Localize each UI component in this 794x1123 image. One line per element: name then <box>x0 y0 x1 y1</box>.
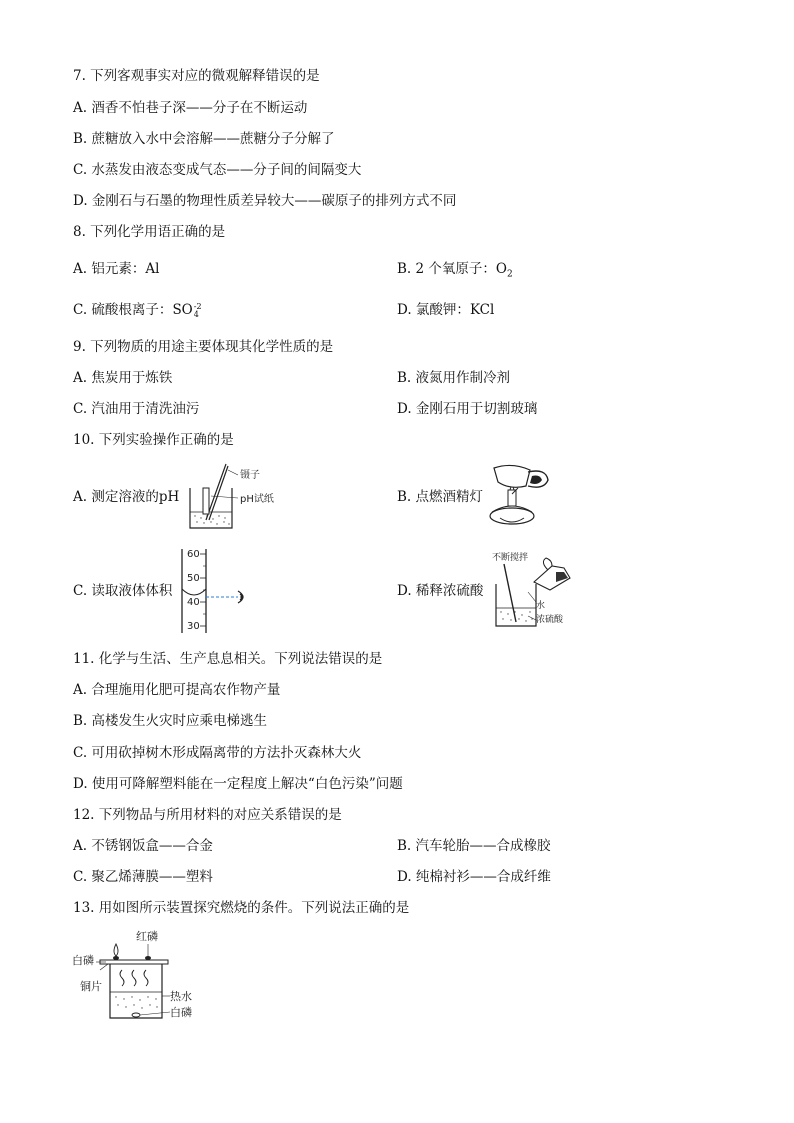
q9-option-a[interactable]: A. 焦炭用于炼铁 <box>73 370 173 386</box>
ph-paper-label: pH试纸 <box>240 494 274 505</box>
q11-option-c[interactable]: C. 可用砍掉树木形成隔离带的方法扑灭森林大火 <box>73 745 362 761</box>
q8-option-a-value: Al <box>145 261 160 277</box>
tweezers-label: 镊子 <box>240 470 260 481</box>
q10-option-c[interactable]: C. 读取液体体积 <box>73 583 173 599</box>
graduated-cylinder-drawing <box>172 545 258 635</box>
hot-water-label: 热水 <box>170 990 192 1003</box>
combustion-apparatus-figure <box>70 926 210 1026</box>
q8-option-b[interactable] <box>397 260 513 284</box>
combustion-apparatus-drawing <box>70 926 210 1026</box>
q8-option-b-subscript: 2 <box>506 269 513 280</box>
ph-test-drawing <box>186 462 286 532</box>
tick-50: 50 <box>187 573 200 584</box>
q12-option-a[interactable]: A. 不锈钢饭盒——合金 <box>73 838 213 854</box>
red-phosphorus-label: 红磷 <box>136 930 158 943</box>
graduated-cylinder-figure <box>172 545 258 635</box>
q9-option-c[interactable]: C. 汽油用于清洗油污 <box>73 401 200 417</box>
tick-60: 60 <box>187 549 200 560</box>
q10-option-a[interactable]: A. 测定溶液的pH <box>73 489 180 505</box>
q12-stem: 12. 下列物品与所用材料的对应关系错误的是 <box>73 807 342 823</box>
q8-option-a-label: A. 铝元素： <box>73 261 146 277</box>
q13-stem: 13. 用如图所示装置探究燃烧的条件。下列说法正确的是 <box>73 900 410 916</box>
q8-option-b-value: O <box>495 261 507 277</box>
q9-stem: 9. 下列物质的用途主要体现其化学性质的是 <box>73 339 334 355</box>
q10-option-b[interactable]: B. 点燃酒精灯 <box>397 489 484 505</box>
q8-option-c-value: SO <box>172 302 193 318</box>
flame-icon <box>114 944 118 956</box>
q12-option-d[interactable]: D. 纯棉衬衫——合成纤维 <box>397 869 551 885</box>
q8-option-a[interactable] <box>73 260 159 278</box>
q11-option-b[interactable]: B. 高楼发生火灾时应乘电梯逃生 <box>73 713 268 729</box>
q7-stem: 7. 下列客观事实对应的微观解释错误的是 <box>73 68 320 84</box>
q12-option-b[interactable]: B. 汽车轮胎——合成橡胶 <box>397 838 551 854</box>
copper-sheet-label: 铜片 <box>80 980 102 993</box>
ph-test-figure <box>186 462 286 532</box>
q7-option-b[interactable]: B. 蔗糖放入水中会溶解——蔗糖分子分解了 <box>73 131 335 147</box>
acid-dilution-figure <box>490 550 585 632</box>
q7-option-a[interactable]: A. 酒香不怕巷子深——分子在不断运动 <box>73 100 308 116</box>
q8-option-d-value: KCl <box>469 302 495 318</box>
q11-option-a[interactable]: A. 合理施用化肥可提高农作物产量 <box>73 682 281 698</box>
q7-option-c[interactable]: C. 水蒸发由液态变成气态——分子间的间隔变大 <box>73 162 362 178</box>
q8-option-d-label: D. 氯酸钾： <box>397 302 470 318</box>
q8-option-d[interactable] <box>397 301 494 319</box>
conc-acid-label: 浓硫酸 <box>536 615 564 625</box>
q9-option-b[interactable]: B. 液氮用作制冷剂 <box>397 370 511 386</box>
stirring-label: 不断搅拌 <box>492 553 529 563</box>
q10-stem: 10. 下列实验操作正确的是 <box>73 432 234 448</box>
q9-option-d[interactable]: D. 金刚石用于切割玻璃 <box>397 401 538 417</box>
q8-option-c-label: C. 硫酸根离子： <box>73 302 173 318</box>
q8-option-b-label: B. 2 个氧原子： <box>397 261 496 277</box>
q8-option-c[interactable] <box>73 301 202 319</box>
q10-option-d[interactable]: D. 稀释浓硫酸 <box>397 583 484 599</box>
tick-30: 30 <box>187 621 200 632</box>
q12-option-c[interactable]: C. 聚乙烯薄膜——塑料 <box>73 869 213 885</box>
q11-stem: 11. 化学与生活、生产息息相关。下列说法错误的是 <box>73 651 383 667</box>
q8-option-c-subscript: 4 <box>193 309 199 319</box>
q7-option-d[interactable]: D. 金刚石与石墨的物理性质差异较大——碳原子的排列方式不同 <box>73 193 457 209</box>
alcohol-lamp-figure <box>482 460 562 532</box>
tick-40: 40 <box>187 597 200 608</box>
q11-option-d[interactable]: D. 使用可降解塑料能在一定程度上解决“白色污染”问题 <box>73 776 403 792</box>
white-phosphorus-bottom-label: 白磷 <box>170 1006 192 1019</box>
q8-option-c-superscript: -2 <box>193 301 202 311</box>
q8-stem: 8. 下列化学用语正确的是 <box>73 224 226 240</box>
water-label: 水 <box>536 601 546 611</box>
alcohol-lamp-drawing <box>482 460 562 532</box>
white-phosphorus-top-label: 白磷 <box>72 954 94 967</box>
acid-dilution-drawing <box>490 550 585 632</box>
